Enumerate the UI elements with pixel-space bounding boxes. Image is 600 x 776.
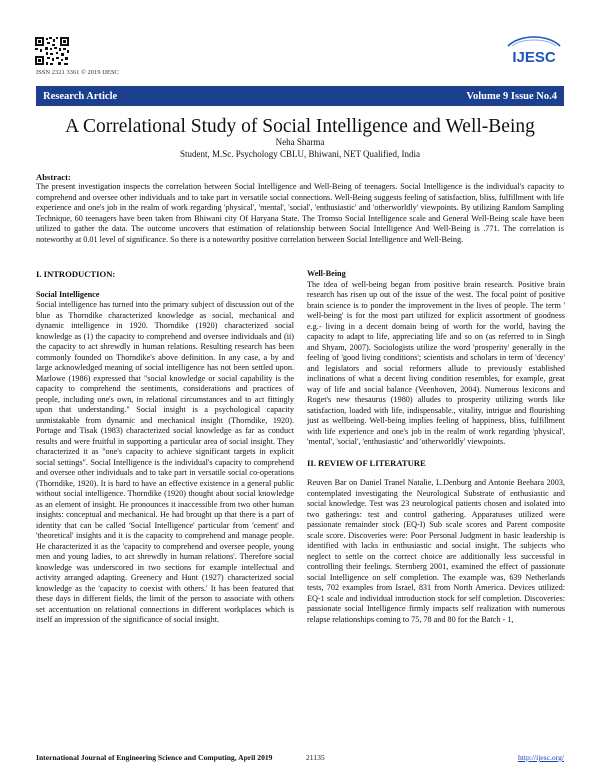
well-being-subheading: Well-Being [307,269,346,278]
page-number: 21135 [306,753,325,762]
journal-url-link[interactable]: http://ijesc.org/ [517,753,564,762]
logo-text: IJESC [512,49,556,66]
volume-issue: Volume 9 Issue No.4 [466,90,557,102]
issn-line: ISSN 2321 3361 © 2019 IJESC [36,69,119,76]
review-heading: II. REVIEW OF LITERATURE [307,457,426,468]
well-being-paragraph: The idea of well-being began from positive brain research. Positive brain research has risen up out of the issue of the west. The focal point of positive brain science is to ponder the improvement in the lives of people. The term ' well-being' is for the most part utilized for explicit assortment of goodness e.g.- living in a decent domain being of worth for the world, having the capacity to adapt to life, appreciating life and so on (as referred to in Singh and Shyam, 2007). Sociologists utilize the word 'prosperity' generally in the feeling of 'good living conditions'; scientists and scholars in term of 'decency' and legislators and social reformers allude to previously established inclinations of what a decent living condition resembles, for example, great way of life and social balance (Veenhoven, 2004). Numerous lexicons and Roget's new thesaurus (1980) alludes to prosperity utilizing words like satisfaction, loaded with life, indispensable., vitality, intrigue and flourishing just as wellbeing. Well-being implies feeling of happiness, bliss, fulfillment with life experience and one's job in the realm of work regarding 'physical', 'mental', 'social', 'enthusiastic' and 'otherworldly' viewpoints. [307,279,565,446]
right-column [307,269,565,625]
social-intelligence-subheading: Social Intelligence [36,289,100,299]
journal-name: International Journal of Engineering Science and Computing, April 2019 [36,753,273,762]
article-type: Research Article [43,90,118,102]
introduction-heading: I. INTRODUCTION: [36,269,116,279]
paper-title: A Correlational Study of Social Intelligence and Well-Being [65,116,535,137]
introduction-paragraph: Social intelligence has turned into the primary subject of discussion out of the blue as Thorndike characterized knowledge as social, mechanical and dynamic intelligence in 1920. Thorndike (1920) characterized social knowledge as (1) the capacity to comprehend and oversee individuals and (ii) the capacity to act shrewdly in human relations. Resulting research has been commonly founded on Thorndike's above definition. In any case, a by and large acknowledged meaning of social intelligence has not been settled upon. Marlowe (1986) expressed that "social knowledge or social capability is the capacity to comprehend the sentiments, considerations and practices of people, including one's own, in relational circumstances and to act fittingly upon that understanding." Social insight is a psychological capacity unmistakable from dynamic and mechanical insight (Thorndike, 1920). Portage and Tisak (1983) characterized social knowledge as far as conduct results and were fruitful in supporting a particular area of social insight. They characterized it as "one's capacity to achieve significant targets in explicit social settings". Social Intelligence is the individual's capacity to comprehend and oversee other individuals and to take part in versatile social co-operations (Thorndike, 1920). It is hard to have an effective existence in a general public without social intelligence. Thorndike (1920) thought about social knowledge as an element of insight. He pronounces it inaccessible from two other human insights: conceptual and mechanical. He had brought up that there is a part of identity that can be called 'Social Intelligence' particular from 'cement' and 'theoretical' insights and it is the capacity to comprehend and manage people. He characterized it as the 'capacity to comprehend and oversee people, young men and young ladies, to act shrewdly in human relations'. Therefore social knowledge was underscored in two sections for example intellectual and activity arranged adapting. Greenecy and Hunt (1927) characterized social knowledge as the 'capacity to coexist with others.' It has been featured that these days in different fields, the limit of the person to associate with others set accentuation on relational connections in different workplaces which is itself an impression of the significance of social insight. [36,300,294,624]
ijesc-logo [502,32,566,70]
author-affiliation: Student, M.Sc. Psychology CBLU, Bhiwani, NET Qualified, India [179,149,421,159]
author-name: Neha Sharma [275,137,325,147]
abstract-text: The present investigation inspects the correlation between Social Intelligence and Well-Being of teenagers. Social Intelligence is the individual's capacity to comprehend and oversee other individuals and to take part in versatile social connections. Well-Being suggests feeling of satisfaction, bliss, fulfillment with life experience and one's job in the realm of work regarding 'physical', 'mental', 'social', 'enthusiastic' and 'otherworldly' viewpoints. By utilizing Random Sampling Technique, 60 teenagers have been taken from Bhiwani city Of Haryana State. The Tromso Social Intelligence scale and General Well-Being scale have been utilized to gather the data. The outcome uncovers that estimation of relationship between Social Intelligence And Well-Being is .771. The correlation is noteworthy at 0.01 level of significance. So there is a noteworthy positive correlation between Social Intelligence and Well-Being. [36,182,564,244]
left-column [36,269,294,626]
article-banner [36,86,564,106]
abstract-heading: Abstract: [36,172,71,182]
qr-code-icon [34,36,70,66]
review-paragraph: Reuven Bar on Daniel Tranel Natalie, L.Denburg and Antonie Beehara 2003, contemplated investigating the Neurological Substrate of enthusiastic and social knowledge. Test was 23 neurological patients chosen and isolated into two gatherings: test and control gathering. Apparatuses utilized were passionate remainder stock (EQ-I) Sub scale scores and Parent composite scale score. Discoveries were: Poor Personal Judgment in basic leadership is identified with lacks in enthusiastic and social insight. The subjects who neglect to settle on the correct choice are additionally less successful in controlling their feelings. Sternberg 2001, examined the effect of passionate social Intelligence on self completion. The example was, 639 Netherlands tests, 702 examples from Israel, 831 from North America. Devices utilized: EQ-1 scale and individual introduction stock for self completion. Discoveries: passionate social Intelligence firmly impacts self realization with numerous relapse relationships coming to 75, 78 and 80 for the Batch - 1, [307,478,565,624]
